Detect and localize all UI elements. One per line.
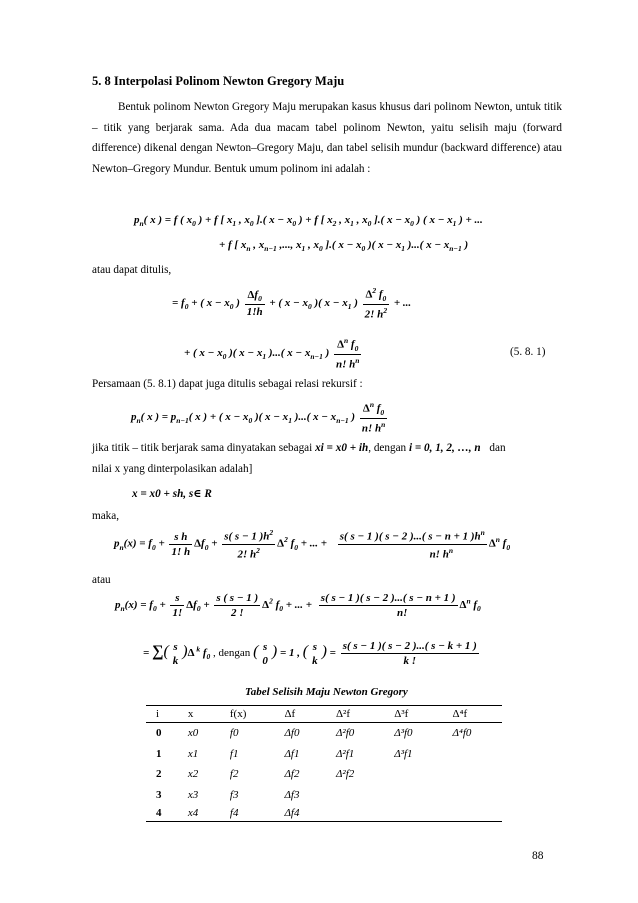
table-cell: Δf2: [284, 768, 300, 781]
table-cell: [384, 785, 442, 806]
table-cell: Δ³f0: [394, 727, 413, 740]
section-heading: 5. 8 Interpolasi Polinom Newton Gregory Maju: [92, 74, 345, 88]
table-cell: [443, 785, 502, 806]
col-header: Δ⁴f: [443, 706, 502, 723]
table-cell: f3: [229, 788, 239, 801]
table-caption: Tabel Selisih Maju Newton Gregory: [245, 686, 408, 698]
dengan-text: , dengan: [368, 442, 407, 454]
intro-paragraph: [92, 97, 562, 179]
table-row: [146, 723, 502, 744]
forward-diff-line2: + ( $x - x_0$ )( $x - x_1$ )...( $x - x_{n-1}$ ) $\frac{\Delta^n f_0}{n! h^n}$: [184, 336, 360, 371]
table-cell: Δ⁴f0: [452, 727, 472, 740]
table-cell: f2: [229, 768, 239, 781]
recursive-relation: $p_n$( x ) = $p_{n-1}$( x ) + ( $x - x_0$ )( $x - x_1$ )...( $x - x_{n-1}$ ) $\frac{\Delta^n f_0}{n! h^n}$: [131, 400, 386, 435]
table-cell: Δf3: [284, 788, 300, 801]
table-cell: Δf0: [284, 727, 300, 740]
table-cell: 3: [156, 788, 162, 801]
col-header: Δ²f: [326, 706, 384, 723]
table-cell: x1: [187, 747, 199, 760]
table-cell: Δf4: [274, 805, 326, 822]
table-cell: [384, 764, 442, 785]
table-cell: Δ²f0: [335, 727, 355, 740]
col-header: f(x): [220, 706, 275, 723]
newton-polynomial-line1: $p_n$( x ) = f ( $x_0$ ) + f [ $x_1$ , $x_0$ ].( $x - x_0$ ) + f [ $x_2$ , $x_1$ , $x_0$ ].( $x - x_0$ ) ( $x - x_1$ ) + ...: [134, 214, 483, 229]
xi-definition: xi = x0 + ih: [315, 442, 369, 454]
table-cell: x2: [187, 768, 199, 781]
forward-difference-table: [146, 705, 502, 822]
atau-text: atau: [92, 574, 111, 586]
table-row: [146, 785, 502, 806]
table-cell: Δ²f2: [335, 768, 355, 781]
jika-titik-line: [92, 442, 506, 454]
table-cell: f0: [229, 727, 239, 740]
table-cell: Δf1: [284, 747, 300, 760]
x-definition: x = x0 + sh, s∈ R: [132, 488, 212, 500]
col-header: x: [178, 706, 220, 723]
col-header: i: [146, 706, 178, 723]
table-cell: [326, 805, 384, 822]
table-cell: [443, 805, 502, 822]
table-cell: Δ³f1: [394, 747, 413, 760]
table-cell: x3: [187, 788, 199, 801]
col-header: Δ³f: [384, 706, 442, 723]
table-cell: [443, 764, 502, 785]
table-cell: x4: [178, 805, 220, 822]
equation-number: (5. 8. 1): [510, 346, 546, 358]
table-cell: 4: [146, 805, 178, 822]
table-header-row: [146, 706, 502, 723]
dengan-label: , dengan: [213, 647, 251, 660]
col-header: Δf: [274, 706, 326, 723]
table-cell: f1: [229, 747, 239, 760]
persamaan-text: Persamaan (5. 8.1) dapat juga ditulis sebagai relasi rekursif :: [92, 378, 363, 390]
binomial-sum: = ∑( s k )Δ $^k$ $f_0$ , dengan ( s 0 ) = 1 , ( s k ) = $\frac{s( s - 1 )( s - 2 )...( s - k + 1 )}{k !}$: [143, 640, 477, 667]
dan-text: dan: [489, 442, 506, 454]
table-cell: [443, 744, 502, 765]
maka-text: maka,: [92, 510, 120, 522]
intro-text: Bentuk polinom Newton Gregory Maju merupakan kasus khusus dari polinom Newton, untuk titik – titik yang berjarak sama. Ada dua macam tabel polinom Newton, yaitu selisih maju (forward difference) dikenal dengan Newton–Gregory Maju, dan tabel selisih mundur (backward difference) atau Newton–Gregory Mundur. Bentuk umum polinom ini adalah :: [92, 101, 562, 175]
nilai-x-text: nilai x yang dinterpolasikan adalah]: [92, 463, 253, 475]
newton-polynomial-line2: + f [ $x_n$ , $x_{n-1}$ ,..., $x_1$ , $x_0$ ].( $x - x_0$ )( $x - x_1$ )...( $x - x_{n-1}$ ): [219, 239, 469, 254]
table-row: [146, 764, 502, 785]
table-cell: f4: [220, 805, 275, 822]
pn-expansion-s: $p_n(x) = f_0$ + $\frac{\text{s h}}{1! h}$ $\Delta f_0$ + $\frac{s( s - 1 )h^2}{2! h^2}$ $\Delta^2$ $f_0$ + ... + $\frac{s( s - 1 )( s - 2 )...( s - n + 1 )h^n}{n! h^n}$ $\Delta^n$ $f_0$: [114, 528, 511, 561]
page-number: 88: [532, 850, 544, 862]
pn-expansion-factorial: $p_n(x) = f_0$ + $\frac{s}{1!}$ $\Delta f_0$ + $\frac{s ( s - 1 )}{2 !}$ $\Delta^2$ $f_0$ + ... + $\frac{s( s - 1 )( s - 2 )...( s - n + 1 )}{n!}$ $\Delta^n$ $f_0$: [115, 592, 481, 619]
table-cell: 2: [156, 768, 162, 781]
table-row: [146, 805, 502, 822]
table-cell: Δ²f1: [335, 747, 355, 760]
table-cell: x0: [187, 727, 199, 740]
jika-titik-text: jika titik – titik berjarak sama dinyatakan sebagai: [92, 442, 313, 454]
i-range: i = 0, 1, 2, …, n: [408, 442, 481, 454]
forward-diff-line1: = $f_0$ + ( $x - x_0$ ) $\frac{\Delta f_0}{1!h}$ + ( $x - x_0$ )( $x - x_1$ ) $\frac{\Delta^2 f_0}{2! h^2}$ + ...: [172, 286, 412, 321]
table-cell: 1: [156, 747, 162, 760]
table-cell: [384, 805, 442, 822]
table-cell: [326, 785, 384, 806]
table-row: [146, 744, 502, 765]
atau-dapat-ditulis: atau dapat ditulis,: [92, 264, 172, 276]
table-cell: 0: [156, 727, 162, 740]
